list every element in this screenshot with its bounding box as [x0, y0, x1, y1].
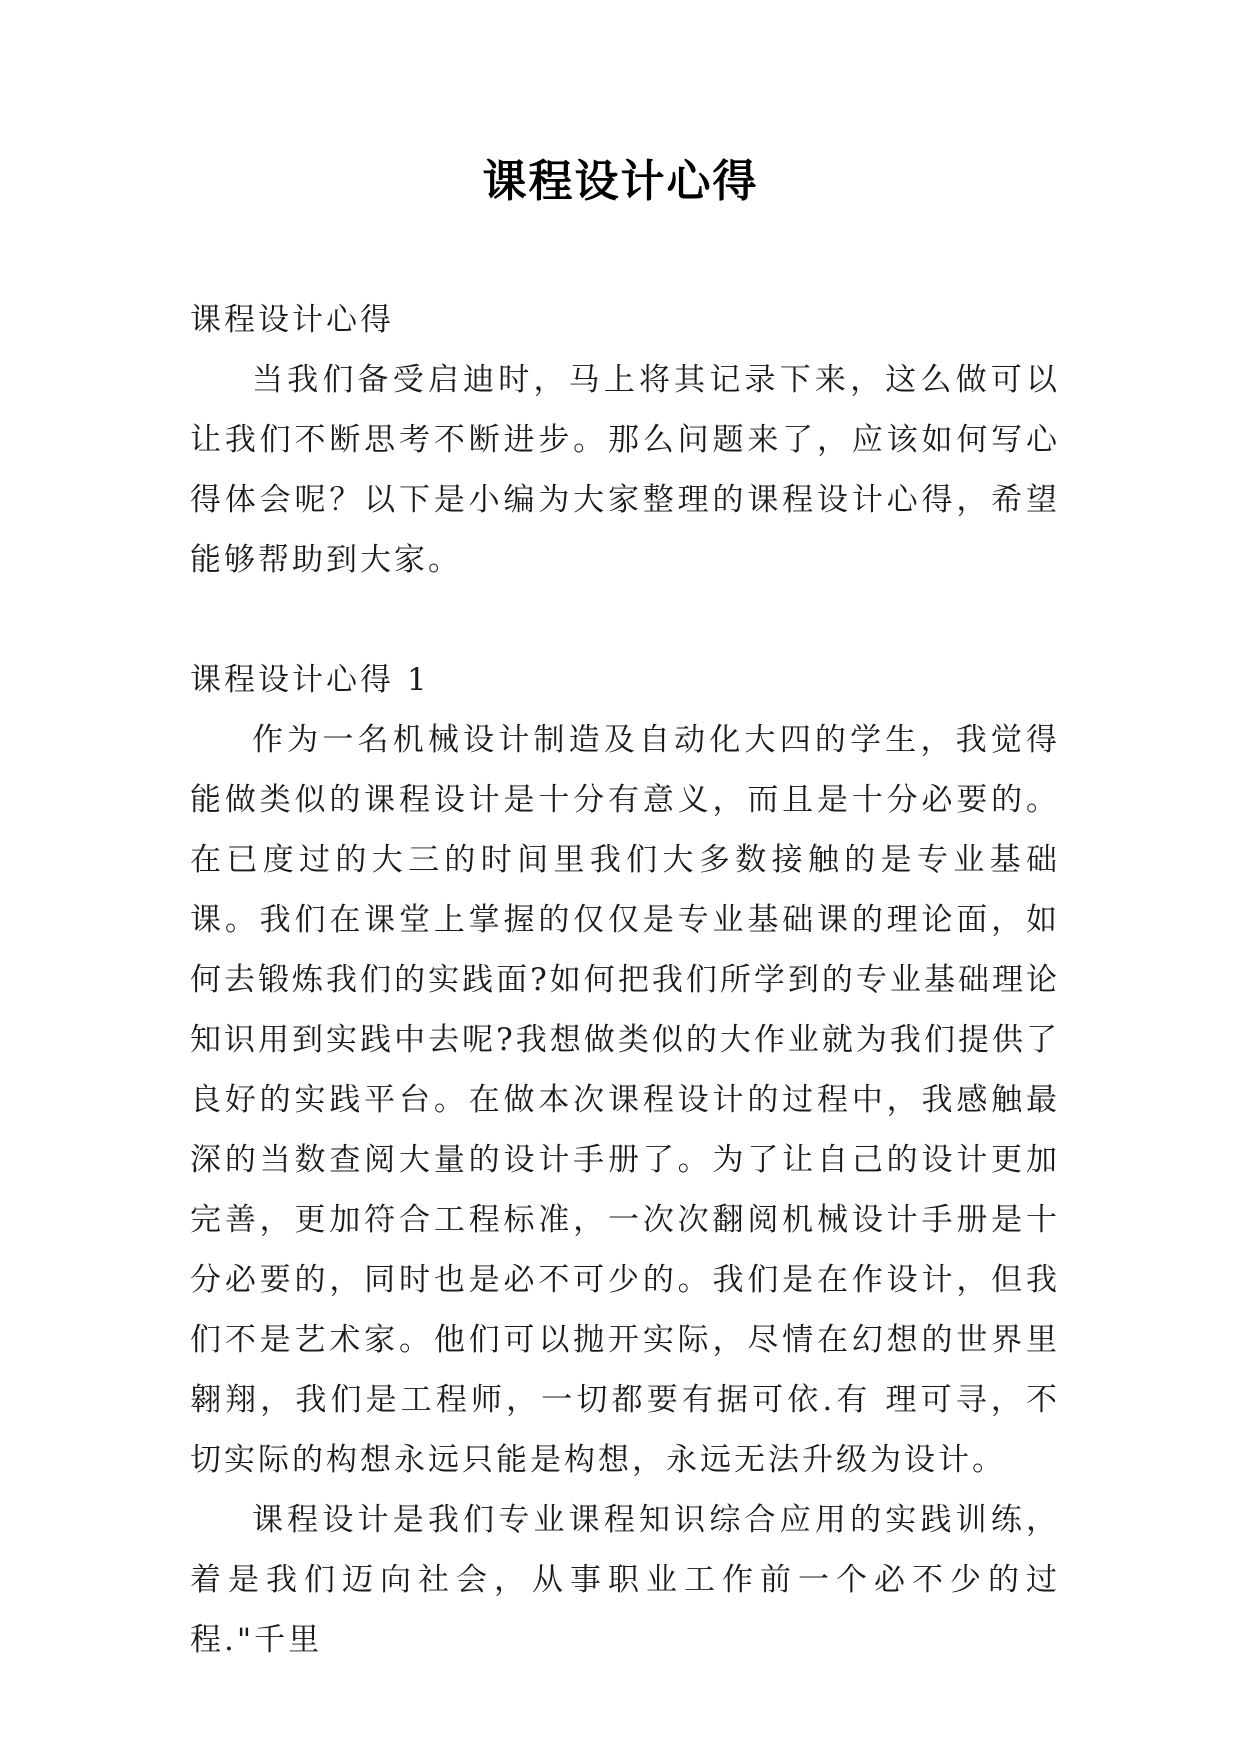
- document-body: [190, 290, 1060, 1670]
- intro-heading: 课程设计心得: [190, 302, 394, 338]
- document-title: 课程设计心得: [482, 156, 759, 207]
- section1-paragraph-1: 作为一名机械设计制造及自动化大四的学生，我觉得能做类似的课程设计是十分有意义，而且是十分必要的。在已度过的大三的时间里我们大多数接触的是专业基础课。我们在课堂上掌握的仅仅是专业基础课的理论面，如何去锻炼我们的实践面?如何把我们所学到的专业基础理论知识用到实践中去呢?我想做类似的大作业就为我们提供了良好的实践平台。在做本次课程设计的过程中，我感触最深的当数查阅大量的设计手册了。为了让自己的设计更加完善，更加符合工程标准，一次次翻阅机械设计手册是十分必要的，同时也是必不可少的。我们是在作设计，但我们不是艺术家。他们可以抛开实际，尽情在幻想的世界里翱翔，我们是工程师，一切都要有据可依.有 理可寻，不切实际的构想永远只能是构想，永远无法升级为设计。: [190, 722, 1060, 1478]
- section-spacer: [190, 590, 1060, 650]
- intro-paragraph: 当我们备受启迪时，马上将其记录下来，这么做可以让我们不断思考不断进步。那么问题来了，应该如何写心得体会呢？以下是小编为大家整理的课程设计心得，希望能够帮助到大家。: [190, 362, 1060, 578]
- section1-heading: 课程设计心得 1: [190, 662, 430, 698]
- section1-paragraph-2: 课程设计是我们专业课程知识综合应用的实践训练，着是我们迈向社会，从事职业工作前一个必不少的过程."千里: [190, 1502, 1060, 1658]
